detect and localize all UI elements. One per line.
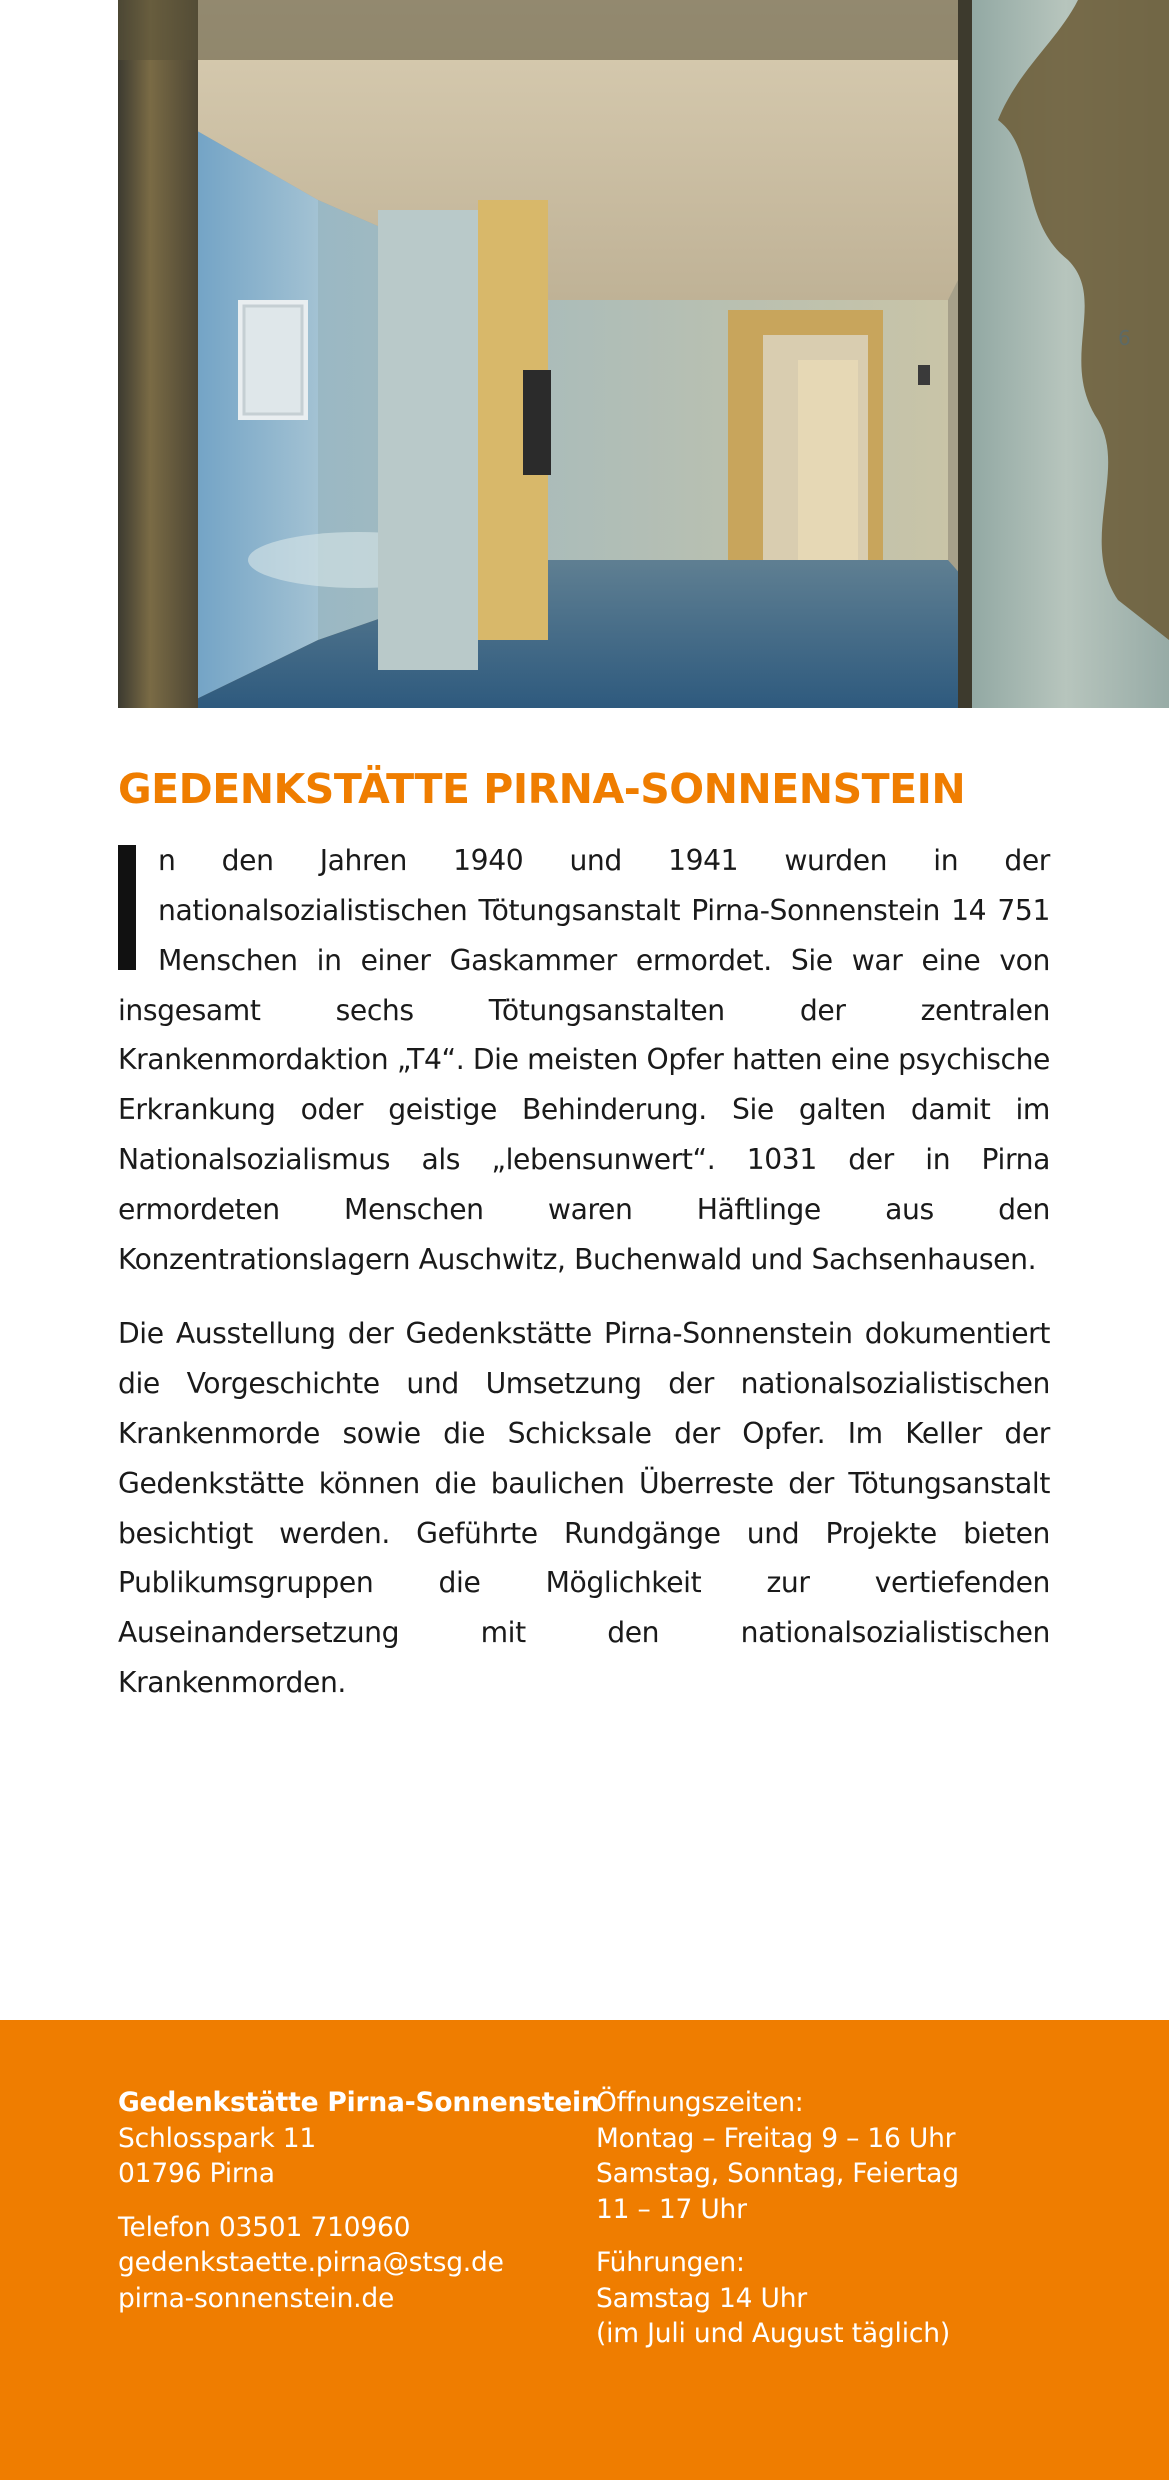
street-address: Schlosspark 11	[118, 2122, 317, 2154]
phone-number: Telefon 03501 710960	[118, 2211, 411, 2243]
address-block	[118, 2085, 600, 2316]
spacer	[118, 2192, 588, 2210]
tours-label: Führungen:	[596, 2247, 745, 2278]
spacer	[596, 2227, 1116, 2245]
weekend-hours: 11 – 17 Uhr	[596, 2193, 747, 2225]
tours-note: (im Juli und August täglich)	[596, 2318, 950, 2349]
opening-hours-label: Öffnungszeiten:	[596, 2087, 804, 2118]
tours-time: Samstag 14 Uhr	[596, 2282, 807, 2314]
website-link[interactable]: pirna-sonnenstein.de	[118, 2282, 395, 2314]
drop-cap-letter-i	[118, 845, 136, 970]
email-link[interactable]: gedenkstaette.pirna@stsg.de	[118, 2247, 504, 2278]
weekday-hours: Montag – Freitag 9 – 16 Uhr	[596, 2122, 956, 2154]
svg-text:6: 6	[1118, 326, 1131, 350]
institution-name: Gedenkstätte Pirna-Sonnenstein	[118, 2087, 600, 2118]
city-address: 01796 Pirna	[118, 2158, 275, 2189]
main-content	[118, 765, 1050, 1733]
intro-paragraph	[118, 836, 1050, 1284]
page-title: GEDENKSTÄTTE PIRNA-SONNENSTEIN	[118, 765, 966, 813]
memorial-basement-photo	[118, 0, 1169, 708]
weekend-label: Samstag, Sonntag, Feiertag	[596, 2158, 959, 2189]
opening-hours-block	[596, 2085, 1116, 2352]
contact-footer	[0, 2020, 1169, 2480]
exhibition-paragraph: Die Ausstellung der Gedenkstätte Pirna-Sonnenstein dokumentiert die Vorgeschichte und Umsetzung der nationalsozialistischen Krankenmorde sowie die Schicksale der Opfer. Im Keller der Gedenkstätte können die baulichen Überreste der Tötungsanstalt besichtigt werden. Geführte Rundgänge und Projekte bieten Publikumsgruppen die Möglichkeit zur vertiefenden Auseinandersetzung mit den nationalsozialistischen Krankenmorden.	[118, 1317, 1050, 1699]
intro-paragraph-text: n den Jahren 1940 und 1941 wurden in der nationalsozialistischen Tötungsanstalt Pirna-Sonnenstein 14 751 Menschen in einer Gaskammer ermordet. Sie war eine von insgesamt sechs Tötungsanstalten der zentralen Krankenmordaktion „T4“. Die meisten Opfer hatten eine psychische Erkrankung oder geistige Behinderung. Sie galten damit im Nationalsozialismus als „lebensunwert“. 1031 der in Pirna ermordeten Menschen waren Häftlinge aus den Konzentrationslagern Auschwitz, Buchenwald und Sachsenhausen.	[118, 844, 1050, 1276]
